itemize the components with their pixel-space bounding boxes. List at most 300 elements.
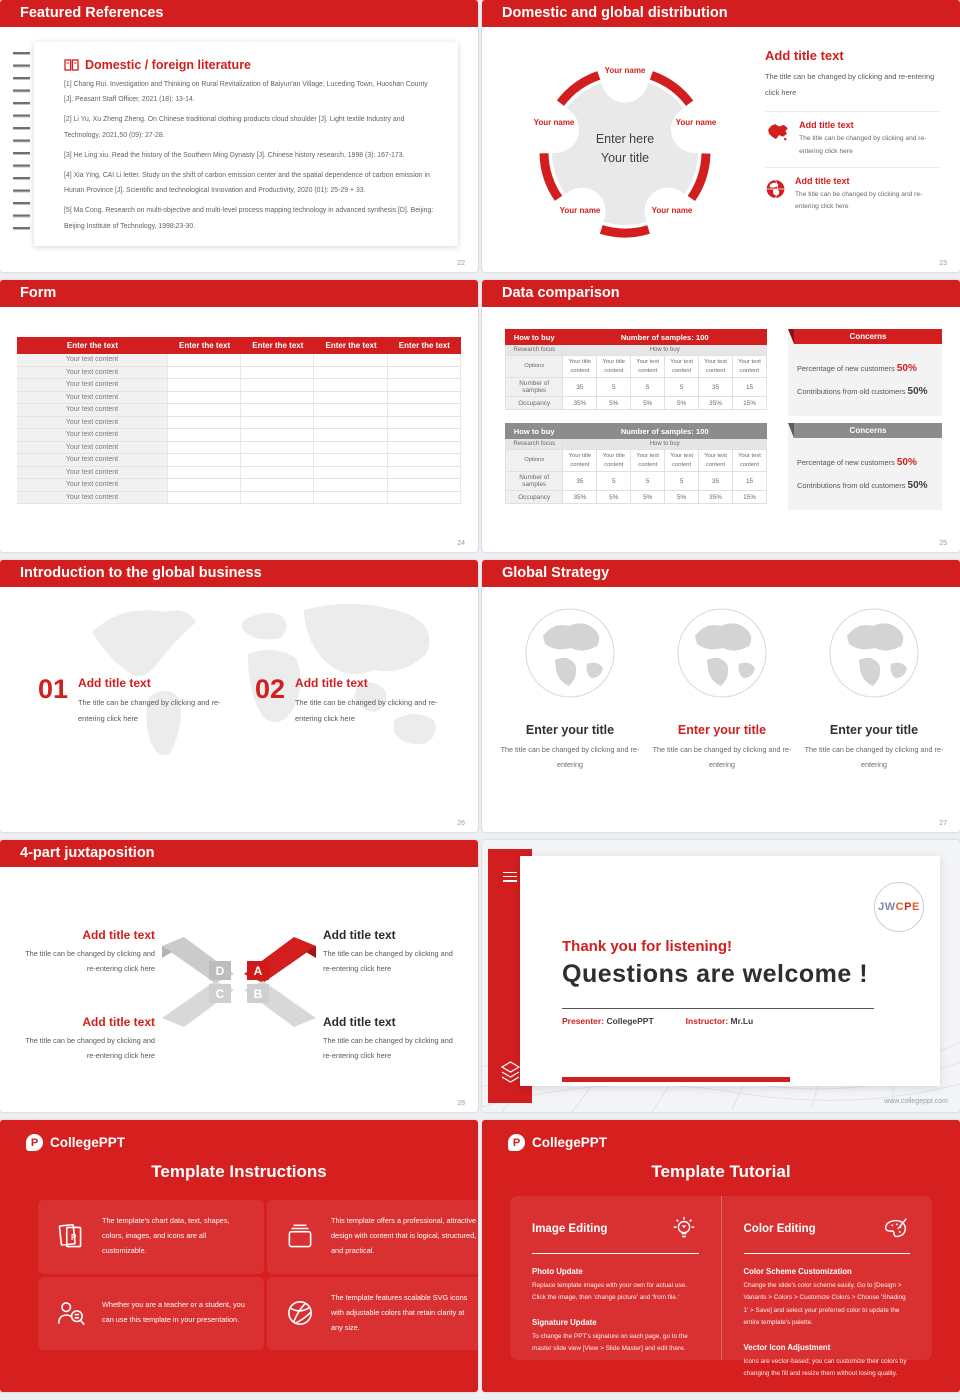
numbered-item [38,676,228,726]
item-heading: Add title text [78,676,151,690]
table-cell [168,429,241,441]
slide-template-instructions [0,1120,478,1392]
table-cell: 5% [665,491,699,504]
page-number: 26 [457,820,465,827]
card-text: The template's chart data, text, shapes, colors, images, and icons are all customizable. [102,1216,230,1256]
table-cell [314,367,387,379]
item-heading: Enter your title [677,723,767,737]
table-cell: Your text content [631,356,665,378]
china-map-icon [765,120,790,144]
slide-form [0,280,478,552]
concern-value: 50% [907,480,928,491]
page-title: Template Instructions [151,1162,327,1181]
table-cell: Your text content [699,356,733,378]
add-title-body: The title can be changed by clicking and re-entering click here [765,72,935,97]
item-body: The title can be changed by clicking and re-entering [804,745,944,770]
table-cell: Your text content [17,454,168,466]
strategy-item [798,608,950,772]
concerns-card-gray [788,423,942,510]
table-cell: Your text content [17,492,168,504]
concerns-body [788,438,942,497]
spiral-binding [13,52,30,238]
slide-title: Form [20,285,57,301]
section-body: Replace template images with your own for actual use. Click the image, then 'change picture' and 'from file.' [532,1282,687,1302]
table-cell [388,417,461,429]
slide-title: Global Strategy [502,565,610,581]
table-cell [168,442,241,454]
add-title-heading: Add title text [765,48,844,63]
reference-item: [3] He Ling xiu. Read the history of the Southern Ming Dynasty [J]. Chinese history research, 1998 (3): 167-173. [64,151,405,159]
section-body: Change the slide's color scheme easily. Go to [Design > Variants > Colors > Customize Colors > Choose 'Shading 1' > Save] and select your preferred color to update the entire template's palette. [743,1282,906,1327]
table-corner: How to buy [506,424,563,439]
table-cell [314,392,387,404]
table-cell: 5 [665,472,699,491]
reference-list [64,77,438,234]
text-block-top-left [20,928,155,977]
concerns-banner: Concerns [794,423,942,438]
table-cell: Your text content [17,479,168,491]
row-label: Occupancy [506,397,563,410]
table-cell [241,367,314,379]
album-icon [283,1220,317,1254]
table-cell: 35 [563,472,597,491]
reference-item: [1] Chang Rui. Investigation and Thinking on Rural Revitalization of Baiyun'an Village, Luceding Town, Huoshan County [J]. Peasant Staff Officer, 2021 (18): 13-14. [64,81,428,104]
logo-letters: P [904,901,912,913]
row-value: How to buy [563,439,767,450]
page-number: 28 [457,1100,465,1107]
notebook-card [34,42,458,246]
page-number: 22 [457,260,465,267]
table-cell [314,467,387,479]
item-number: 02 [255,674,286,704]
section-subheading: Photo Update [532,1267,583,1276]
concern-label: Contributions from old customers [797,387,906,396]
distribution-item [765,111,941,167]
presenter [562,1016,654,1026]
table-cell [241,379,314,391]
instruction-card [267,1277,478,1351]
table-cell: 35% [563,491,597,504]
logo-letters: C [895,901,905,913]
table-cell: Your text content [699,450,733,472]
slide-juxtaposition [0,840,478,1112]
page-title: Template Tutorial [651,1162,791,1181]
item-body: The title can be changed by clicking and re-entering click here [799,134,927,155]
globe-icon [677,608,767,698]
table-cell: 35% [563,397,597,410]
item-body: The title can be changed by clicking and re-entering click here [795,190,923,211]
item-heading: Add title text [82,1015,155,1029]
table-cell [241,467,314,479]
slide-title: Introduction to the global business [20,565,262,581]
card-text: Whether you are a teacher or a student, you can use this template in your presentation. [102,1300,245,1325]
center-line2: Your title [600,150,650,165]
numbered-item [255,676,445,726]
logo-wordmark: CollegePPT [532,1135,608,1150]
table-cell: Your text content [733,356,767,378]
dribbble-icon [283,1296,317,1330]
table-cell: Your text content [17,379,168,391]
row-label: Options [506,450,563,472]
table-cell [168,367,241,379]
tutorial-card [510,1196,932,1378]
table-cell: 35 [563,378,597,397]
page-number: 24 [457,540,465,547]
globe-icon [829,608,919,698]
book-icon [64,59,79,71]
slide-distribution [482,0,960,272]
instruction-cards [38,1200,477,1350]
instructor [686,1016,754,1026]
instruction-card [38,1277,264,1351]
logo-wordmark: CollegePPT [50,1135,126,1150]
slide-title: Domestic and global distribution [502,5,728,21]
concern-line [797,357,933,380]
item-heading: Add title text [82,928,155,942]
table-cell [314,442,387,454]
table-cell [388,442,461,454]
tutorial-section [532,1267,699,1305]
table-row [17,467,461,480]
strategy-item [494,608,646,772]
comparison-table-gray [505,423,767,504]
tutorial-section [744,1267,911,1330]
table-cell: 15 [733,378,767,397]
slide-title: Featured References [20,5,164,21]
closing-card [520,856,940,1086]
table-row [17,442,461,455]
reference-item: [4] Xia Ying, CAI Li letter. Study on the shift of carbon emission center and the spatial dependence of carbon emission in Hunan Province [J]. Scientific and technological Innovation and Productivity, 2020 (01): 25-29 + 33. [64,171,430,195]
column-heading: Image Editing [532,1223,608,1235]
lightbulb-icon [669,1214,699,1244]
concern-line [797,380,933,403]
table-cell [241,392,314,404]
node-label: Your name [651,206,693,215]
table-cell [168,417,241,429]
table-cell [314,417,387,429]
center-line1: Enter here [595,132,655,146]
table-row [17,454,461,467]
table-row [17,379,461,392]
concern-label: Contributions from old customers [797,481,906,490]
collegeppt-logo [508,1134,607,1151]
item-number: 01 [38,674,69,704]
table-row [17,479,461,492]
tutorial-column-color-editing [721,1196,933,1378]
slide-title-bar [0,840,478,867]
node-label: Your name [559,206,601,215]
instruction-card [38,1200,264,1274]
row-label: Research focus [506,439,563,450]
column-header [744,1214,911,1254]
item-heading: Add title text [323,1015,396,1029]
slide-title-bar [0,280,478,307]
row-label: Occupancy [506,491,563,504]
item-body: The title can be changed by clicking and re-entering click here [25,1036,155,1060]
table-cell: Your text content [665,356,699,378]
table-cell [388,354,461,366]
table-cell: Your title content [597,450,631,472]
table-cell: Your text content [17,417,168,429]
palette-icon [880,1214,910,1244]
table-cell [314,454,387,466]
column-header: Enter the text [398,341,450,350]
arrow-letter: A [253,964,263,978]
section-subheading: Signature Update [532,1317,597,1327]
tutorial-section [532,1318,699,1356]
item-text [78,676,228,726]
slide-title-bar [482,280,960,307]
form-table [17,337,461,504]
university-logo [874,882,924,932]
slide-title-bar [0,0,478,27]
logo-p-icon: P [26,1134,43,1151]
table-cell: Your title content [563,356,597,378]
item-heading: Enter your title [525,723,615,737]
table-cell: Your text content [17,442,168,454]
concern-value: 50% [907,386,928,397]
table-cell [314,429,387,441]
table-cell: Your text content [17,354,168,366]
red-accent-bar [562,1077,790,1082]
page-number: 27 [939,820,947,827]
table-cell: 35 [699,472,733,491]
table-cell: 5% [665,397,699,410]
table-cell [241,479,314,491]
instruction-card [267,1200,478,1274]
section-subheading: Color Scheme Customization [743,1267,852,1276]
row-label: Number of samples [506,472,563,491]
column-header: Enter the text [325,341,377,350]
row-label: Options [506,356,563,378]
column-header: Enter the text [252,341,304,350]
questions-line: Questions are welcome ! [562,960,869,988]
table-header: Number of samples: 100 [563,330,767,345]
table-cell [314,379,387,391]
table-cell [314,404,387,416]
table-cell [168,404,241,416]
table-cell: 5 [597,378,631,397]
item-body: The title can be changed by clicking and re-entering [652,745,792,770]
table-cell [168,454,241,466]
reference-item: [2] Li Yu, Xu Zheng Zheng. On Chinese traditional clothing products cloud shoulder [J]. Light textile Industry and Technology, 2021,50 (09): 27-28. [64,116,405,139]
section-body: Icons are vector-based; you can customize their colors by changing the fill and resize them without losing quality. [743,1357,907,1378]
table-cell: Your text content [733,450,767,472]
gear-diagram [500,40,750,265]
table-cell: 35% [699,491,733,504]
slide-global-strategy [482,560,960,832]
concern-line [797,451,933,474]
table-row [17,417,461,430]
table-cell [168,479,241,491]
table-cell: 5 [631,378,665,397]
item-body: The title can be changed by clicking and re-entering click here [295,698,438,723]
logo-p-icon: P [508,1134,525,1151]
item-heading: Add title text [323,928,396,942]
table-row [17,404,461,417]
concern-value: 50% [896,457,917,468]
slide-data-comparison [482,280,960,552]
diagram-center-text [555,130,695,168]
table-cell [241,404,314,416]
website-link[interactable]: www.collegeppt.com [884,1098,948,1105]
concerns-banner: Concerns [794,329,942,344]
section-heading-text: Domestic / foreign literature [85,58,252,72]
globe-icon [525,608,615,698]
table-header-row [17,337,461,354]
table-cell [168,467,241,479]
concern-line [797,474,933,497]
column-header: Enter the text [179,341,231,350]
svg-text:P: P [71,1232,77,1242]
table-cell [241,429,314,441]
node-label: Your name [533,118,575,127]
table-cell [241,442,314,454]
column-header [532,1214,699,1254]
table-cell [388,392,461,404]
page-number: 25 [939,540,947,547]
table-row [17,429,461,442]
layers-icon [500,1061,521,1085]
table-cell: Your text content [17,367,168,379]
table-row [17,354,461,367]
concern-value: 50% [896,363,917,374]
table-cell [241,492,314,504]
table-cell: Your text content [17,404,168,416]
table-cell [168,354,241,366]
item-heading: Enter your title [829,723,919,737]
table-cell [388,479,461,491]
table-cell: 15 [733,472,767,491]
table-cell [388,454,461,466]
table-cell: Your text content [17,467,168,479]
card-text: The template features scalable SVG icons with adjustable colors that retain clarity at any size. [331,1292,468,1332]
divider-line [562,1008,874,1009]
text-block-bottom-right [323,1015,458,1064]
tutorial-column-image-editing [510,1196,721,1360]
instructor-label: Instructor: [685,1016,729,1026]
slide-title-bar [482,0,960,27]
presenter-label: Presenter: [562,1016,605,1026]
item-body: The title can be changed by clicking and re-entering [500,745,640,770]
slide-title: 4-part juxtaposition [20,845,155,861]
table-cell [388,379,461,391]
table-cell [388,429,461,441]
item-text [799,120,941,159]
arrow-letter: D [215,964,225,978]
hamburger-icon [503,869,517,884]
table-cell [168,392,241,404]
table-cell: 15% [733,397,767,410]
concerns-card-red [788,329,942,416]
text-block-top-right [323,928,458,977]
table-corner: How to buy [506,330,563,345]
table-cell: 5 [597,472,631,491]
item-text [795,176,941,215]
logo-letters: E [911,901,920,913]
presenter-value: CollegePPT [606,1016,654,1026]
item-text [295,676,445,726]
globe-icon [765,176,786,202]
table-cell [388,492,461,504]
row-label: Research focus [506,345,563,356]
text-block-bottom-left [20,1015,155,1064]
table-cell: 5% [631,397,665,410]
table-cell: 5% [597,491,631,504]
comparison-table-red [505,329,767,410]
collegeppt-logo [26,1134,125,1151]
table-cell: Your title content [597,356,631,378]
table-row [17,367,461,380]
slide-featured-references [0,0,478,272]
distribution-item [765,167,941,223]
slide-title-bar [482,560,960,587]
row-label: Number of samples [506,378,563,397]
table-cell: Your title content [563,450,597,472]
page-number: 23 [939,260,947,267]
table-cell [241,454,314,466]
section-heading [64,58,438,72]
reviewer-icon [54,1296,88,1330]
table-cell: 15% [733,491,767,504]
table-cell: Your text content [631,450,665,472]
table-cell: 5% [631,491,665,504]
node-label: Your name [604,66,646,75]
table-row [17,492,461,505]
table-cell: Your text content [665,450,699,472]
concern-label: Percentage of new customers [797,458,895,467]
column-header: Enter the text [66,341,119,350]
arrow-letter: B [253,987,263,1001]
table-cell: 5 [631,472,665,491]
table-cell [388,404,461,416]
thank-you-line: Thank you for listening! [562,938,733,955]
instructor-value: Mr.Lu [730,1016,754,1026]
slides-icon [54,1220,88,1254]
arrow-letter: C [215,987,225,1001]
slide-global-business [0,560,478,832]
reference-item: [5] Ma Cong. Research on multi-objective and multi-level process mapping technology in advanced synthesis [D]. Beijing: Beijing Institute of Technology, 1998:23-30. [64,207,434,230]
item-heading: Add title text [295,676,368,690]
card-text: This template offers a professional, attractive design with content that is logical, structured, and practical. [331,1216,477,1256]
section-subheading: Vector Icon Adjustment [743,1342,831,1352]
table-cell [168,492,241,504]
slide-template-tutorial [482,1120,960,1392]
table-cell [388,367,461,379]
concerns-body [788,344,942,403]
table-cell: Your text content [17,392,168,404]
credits-row [562,1016,753,1026]
node-label: Your name [675,118,717,127]
table-cell [314,492,387,504]
item-body: The title can be changed by clicking and re-entering click here [323,1036,453,1060]
table-cell [314,479,387,491]
item-body: The title can be changed by clicking and re-entering click here [323,949,453,973]
table-cell [168,379,241,391]
table-cell: Your text content [17,429,168,441]
concern-label: Percentage of new customers [797,364,895,373]
item-heading: Add title text [799,119,854,130]
table-cell [314,354,387,366]
slide-title: Data comparison [502,285,620,301]
item-body: The title can be changed by clicking and re-entering click here [25,949,155,973]
table-cell [241,354,314,366]
table-cell: 5 [665,378,699,397]
table-cell: 35 [699,378,733,397]
table-header: Number of samples: 100 [563,424,767,439]
item-heading: Add title text [795,175,850,186]
column-heading: Color Editing [743,1223,816,1235]
